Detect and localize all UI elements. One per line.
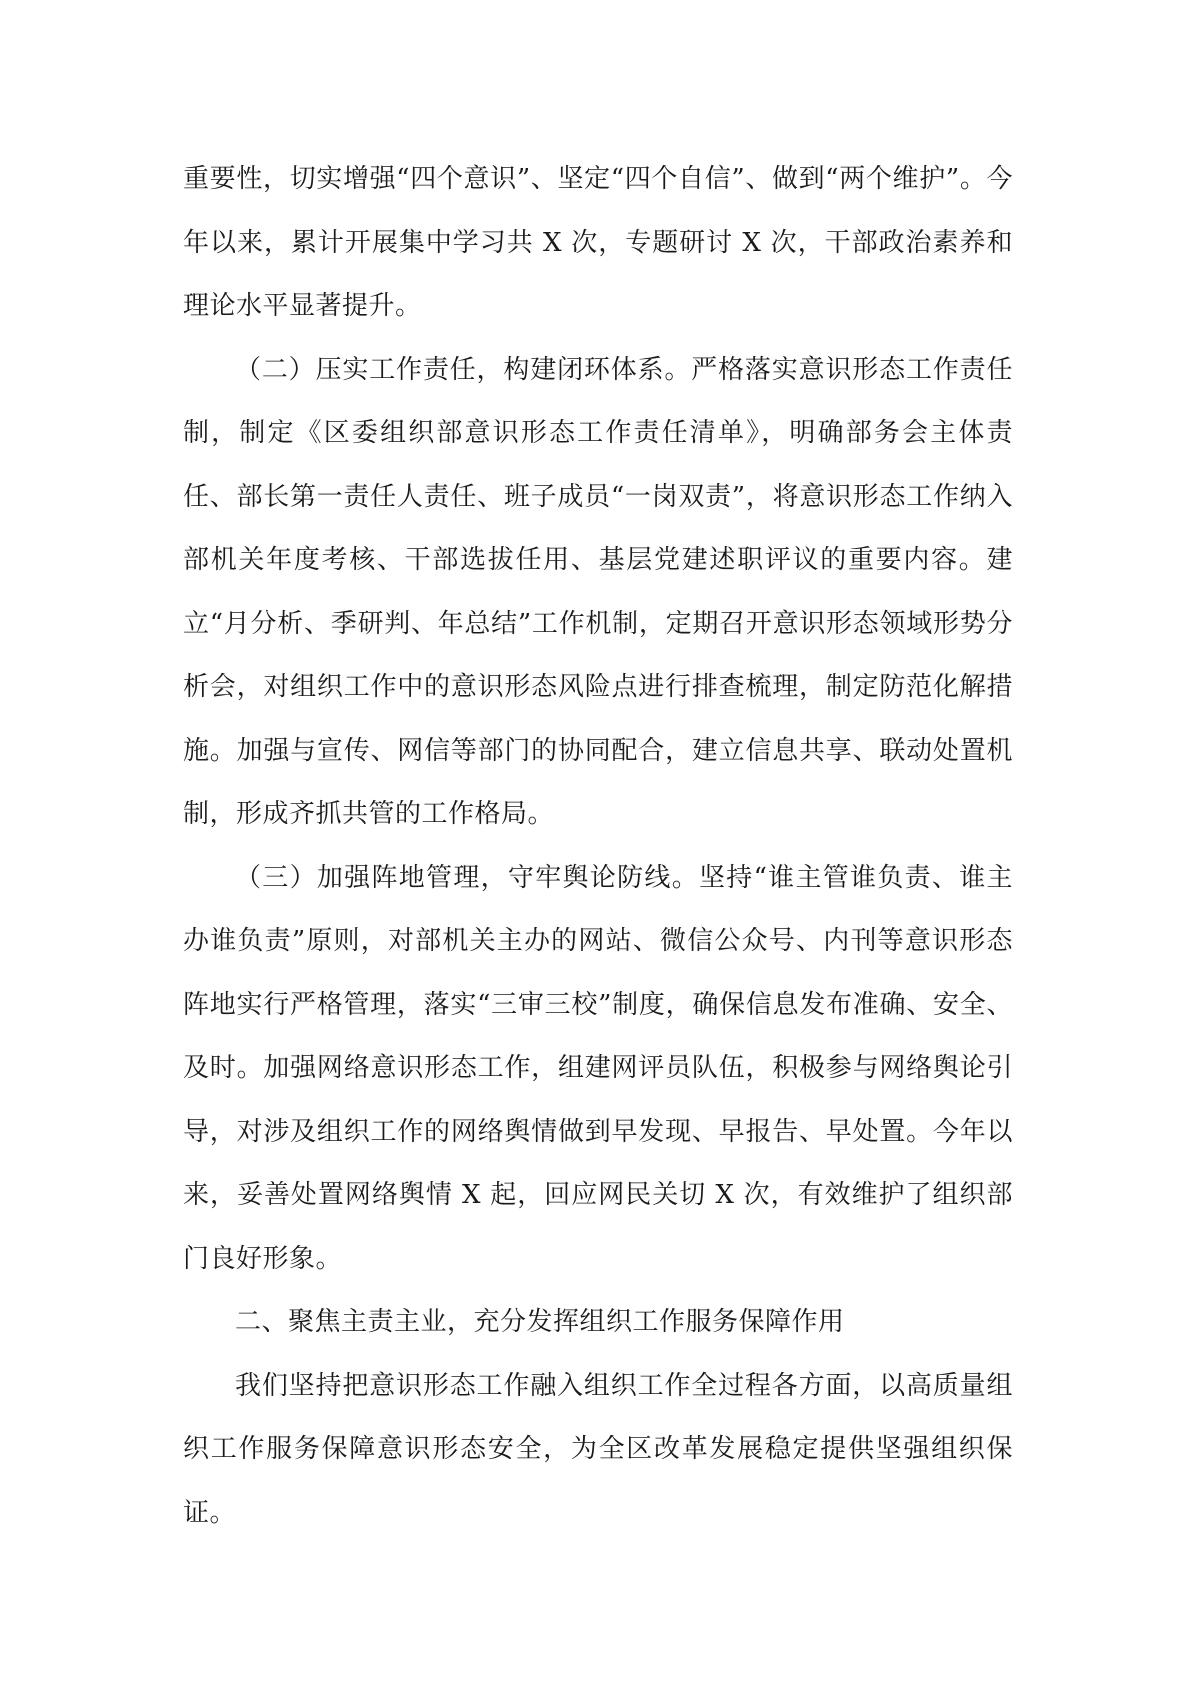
document-body (183, 148, 1013, 1545)
paragraph-continuation: 重要性，切实增强“四个意识”、坚定“四个自信”、做到“两个维护”。今年以来，累计开展集中学习共 X 次，专题研讨 X 次，干部政治素养和理论水平显著提升。 (183, 164, 1013, 321)
paragraph-section-three: （三）加强阵地管理，守牢舆论防线。坚持“谁主管谁负责、谁主办谁负责”原则，对部机关主办的网站、微信公众号、内刊等意识形态阵地实行严格管理，落实“三审三校”制度，确保信息发布准确、安全、及时。加强网络意识形态工作，组建网评员队伍，积极参与网络舆论引导，对涉及组织工作的网络舆情做到早发现、早报告、早处置。今年以来，妥善处置网络舆情 X 起，回应网民关切 X 次，有效维护了组织部门良好形象。 (183, 862, 1013, 1274)
paragraph-section-intro: 我们坚持把意识形态工作融入组织工作全过程各方面，以高质量组织工作服务保障意识形态安全，为全区改革发展稳定提供坚强组织保证。 (183, 1370, 1013, 1528)
section-heading: 二、聚焦主责主业，充分发挥组织工作服务保障作用 (235, 1307, 845, 1337)
paragraph-section-two: （二）压实工作责任，构建闭环体系。严格落实意识形态工作责任制，制定《区委组织部意识形态工作责任清单》，明确部务会主体责任、部长第一责任人责任、班子成员“一岗双责”，将意识形态工作纳入部机关年度考核、干部选拔任用、基层党建述职评议的重要内容。建立“月分析、季研判、年总结”工作机制，定期召开意识形态领域形势分析会，对组织工作中的意识形态风险点进行排查梳理，制定防范化解措施。加强与宣传、网信等部门的协同配合，建立信息共享、联动处置机制，形成齐抓共管的工作格局。 (183, 354, 1013, 829)
